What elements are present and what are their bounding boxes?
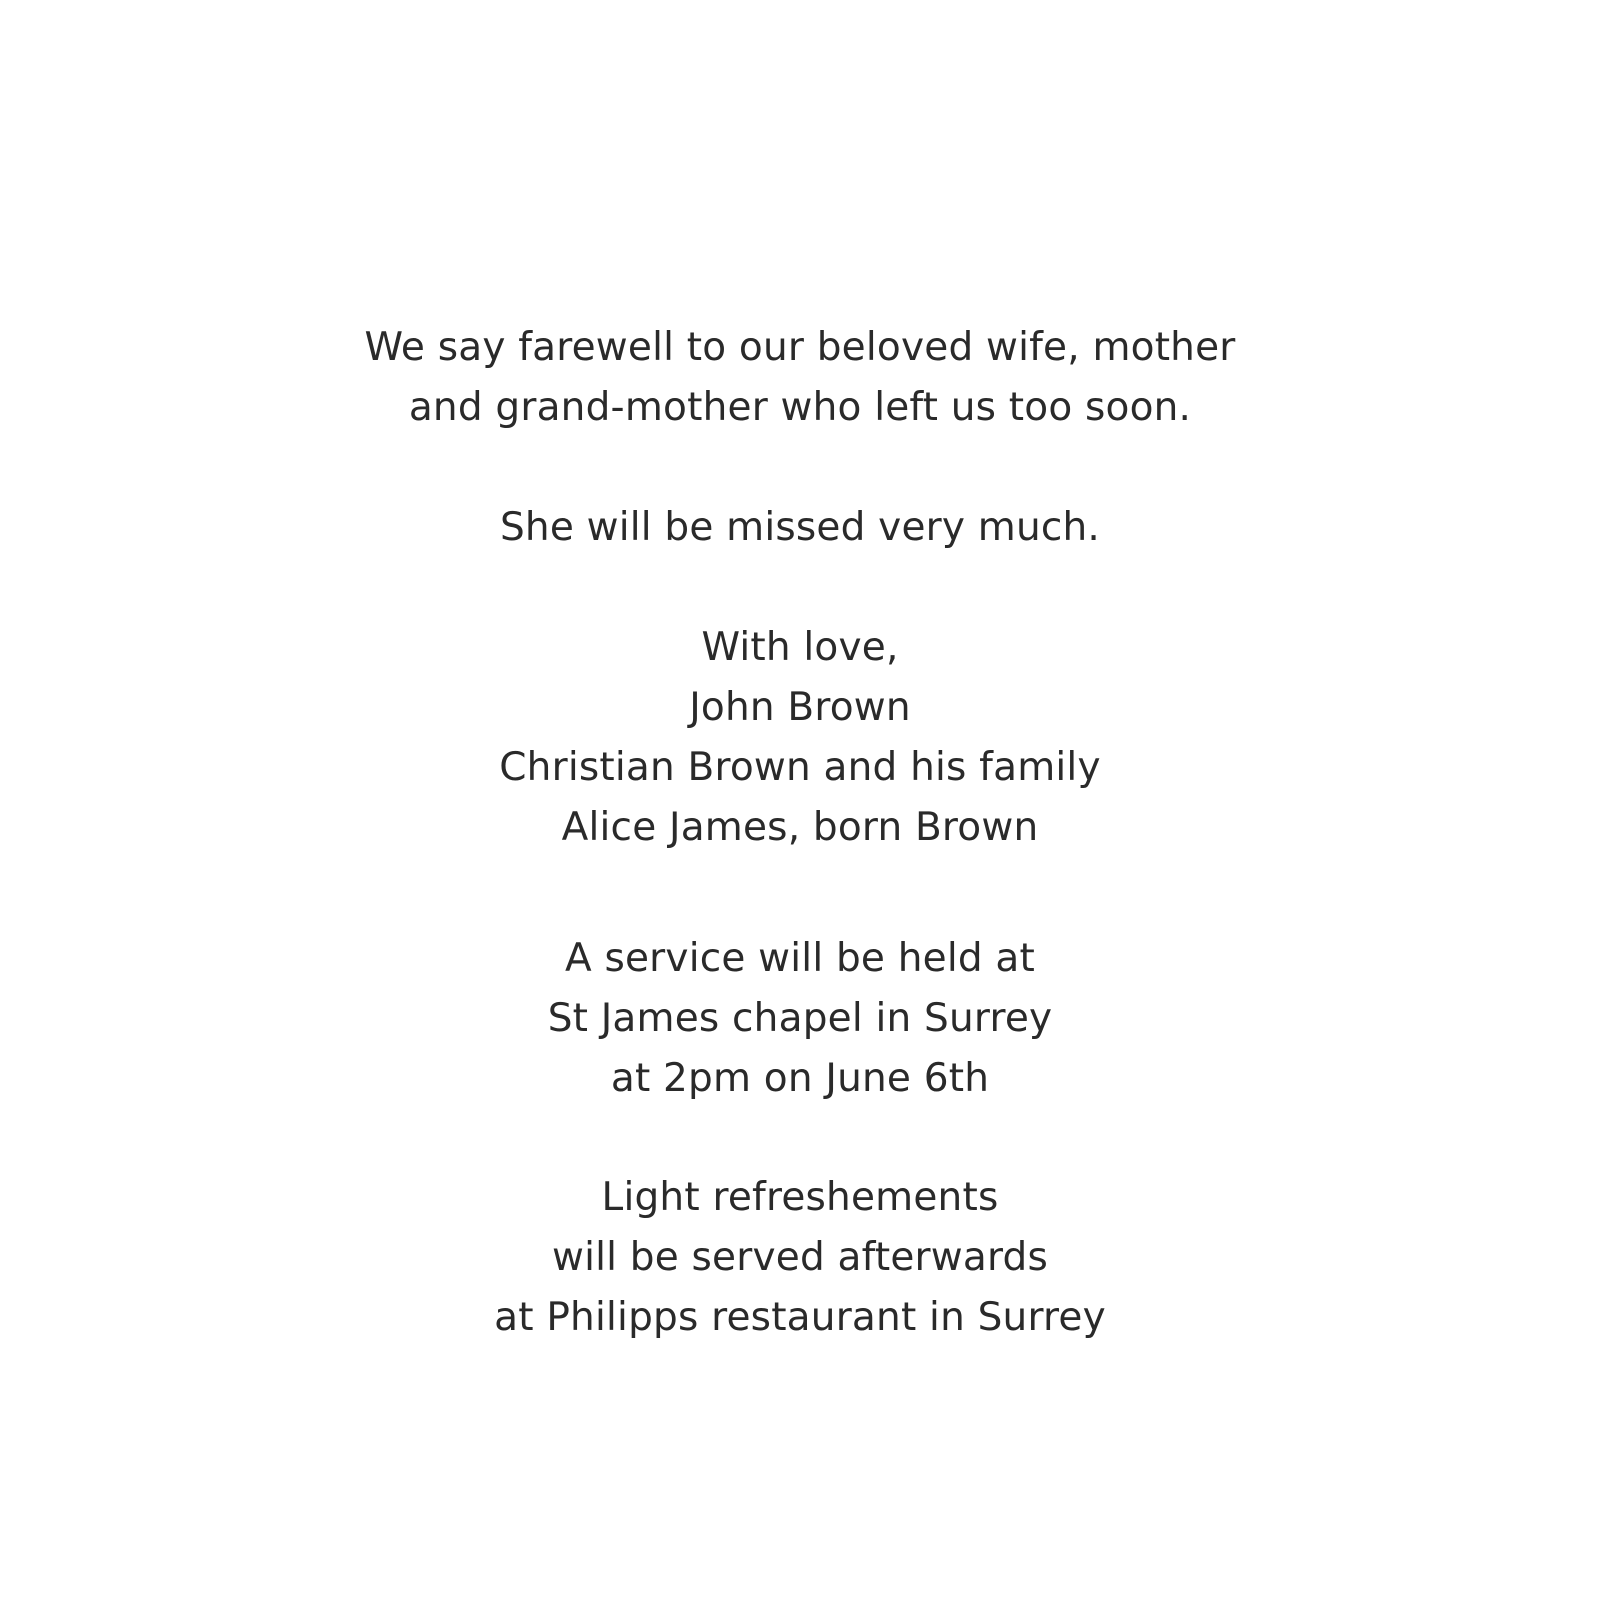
signature-greeting: With love, <box>701 625 899 670</box>
missed-message: She will be missed very much. <box>499 505 1101 550</box>
refreshments-line: will be served afterwards <box>551 1235 1048 1280</box>
signature-name: Christian Brown and his family <box>499 745 1101 790</box>
intro-line-1: We say farewell to our beloved wife, mother <box>364 325 1236 370</box>
announcement-card <box>0 318 1600 1348</box>
signature-name: John Brown <box>689 685 911 730</box>
spacer <box>0 1109 1600 1168</box>
intro-line-2: and grand-mother who left us too soon. <box>408 385 1192 430</box>
refreshments-line: at Philipps restaurant in Surrey <box>494 1295 1106 1340</box>
service-line: at 2pm on June 6th <box>610 1056 990 1101</box>
service-line: St James chapel in Surrey <box>547 996 1053 1041</box>
spacer <box>0 858 1600 929</box>
signature-name: Alice James, born Brown <box>561 805 1039 850</box>
service-line: A service will be held at <box>564 936 1035 981</box>
refreshments-line: Light refreshements <box>601 1175 999 1220</box>
spacer <box>0 438 1600 498</box>
spacer <box>0 558 1600 618</box>
